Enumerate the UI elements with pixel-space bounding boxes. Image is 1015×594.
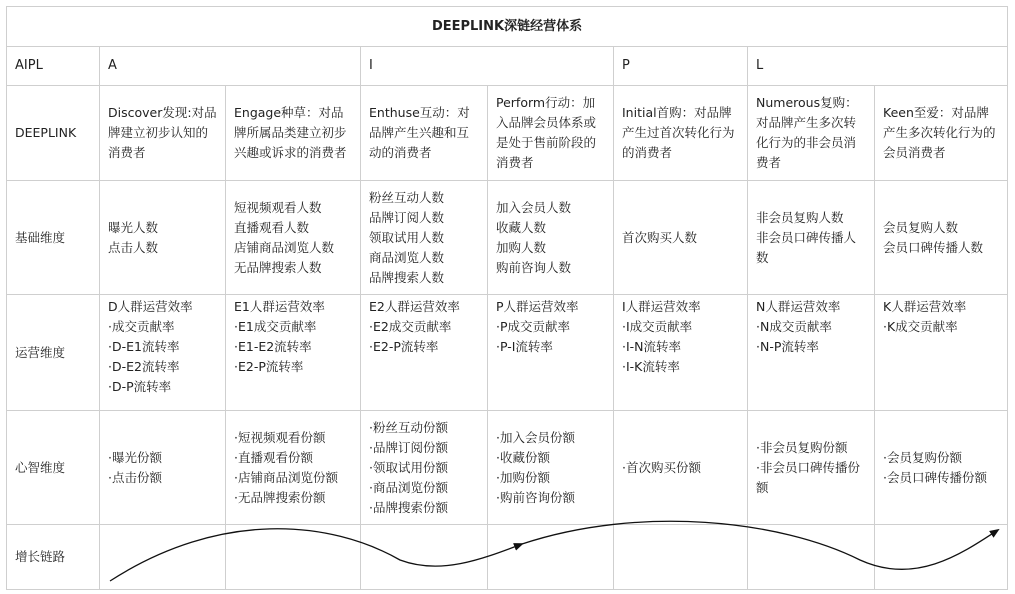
chain-cell: [875, 525, 1008, 590]
aipl-stage-p: P: [614, 47, 748, 86]
basic-cell-e1: 短视频观看人数 直播观看人数 店铺商品浏览人数 无品牌搜索人数: [226, 181, 361, 295]
basic-cell-k: 会员复购人数 会员口碑传播人数: [875, 181, 1008, 295]
row-label-aipl: AIPL: [7, 47, 100, 86]
ops-cell-p: P人群运营效率 ·P成交贡献率 ·P-I流转率: [488, 295, 614, 411]
basic-cell-p: 加入会员人数 收藏人数 加购人数 购前咨询人数: [488, 181, 614, 295]
ops-cell-n: N人群运营效率 ·N成交贡献率 ·N-P流转率: [748, 295, 875, 411]
basic-cell-i: 首次购买人数: [614, 181, 748, 295]
chain-cell: [488, 525, 614, 590]
basic-cell-d: 曝光人数 点击人数: [100, 181, 226, 295]
mind-cell-k: ·会员复购份额 ·会员口碑传播份额: [875, 411, 1008, 525]
chain-cell: [748, 525, 875, 590]
deeplink-cell-discover: Discover发现:对品牌建立初步认知的消费者: [100, 86, 226, 181]
basic-cell-n: 非会员复购人数 非会员口碑传播人数: [748, 181, 875, 295]
deeplink-cell-initial: Initial首购：对品牌产生过首次转化行为的消费者: [614, 86, 748, 181]
row-label-deeplink: DEEPLINK: [7, 86, 100, 181]
mind-cell-p: ·加入会员份额 ·收藏份额 ·加购份额 ·购前咨询份额: [488, 411, 614, 525]
row-label-chain: 增长链路: [7, 525, 100, 590]
mind-cell-e1: ·短视频观看份额 ·直播观看份额 ·店铺商品浏览份额 ·无品牌搜索份额: [226, 411, 361, 525]
row-label-ops: 运营维度: [7, 295, 100, 411]
deeplink-table: [6, 6, 1008, 590]
mind-cell-e2: ·粉丝互动份额 ·品牌订阅份额 ·领取试用份额 ·商品浏览份额 ·品牌搜索份额: [361, 411, 488, 525]
ops-cell-i: I人群运营效率 ·I成交贡献率 ·I-N流转率 ·I-K流转率: [614, 295, 748, 411]
row-label-basic: 基础维度: [7, 181, 100, 295]
deeplink-cell-perform: Perform行动：加入品牌会员体系或是处于售前阶段的消费者: [488, 86, 614, 181]
table-title: DEEPLINK深链经营体系: [7, 7, 1008, 47]
aipl-stage-i: I: [361, 47, 614, 86]
mind-cell-d: ·曝光份额 ·点击份额: [100, 411, 226, 525]
row-label-mind: 心智维度: [7, 411, 100, 525]
mind-cell-n: ·非会员复购份额 ·非会员口碑传播份额: [748, 411, 875, 525]
deeplink-cell-keen: Keen至爱：对品牌产生多次转化行为的会员消费者: [875, 86, 1008, 181]
chain-cell: [361, 525, 488, 590]
aipl-stage-a: A: [100, 47, 361, 86]
ops-cell-d: D人群运营效率 ·成交贡献率 ·D-E1流转率 ·D-E2流转率 ·D-P流转率: [100, 295, 226, 411]
deeplink-cell-enthuse: Enthuse互动：对品牌产生兴趣和互动的消费者: [361, 86, 488, 181]
deeplink-cell-numerous: Numerous复购：对品牌产生多次转化行为的非会员消费者: [748, 86, 875, 181]
deeplink-cell-engage: Engage种草：对品牌所属品类建立初步兴趣或诉求的消费者: [226, 86, 361, 181]
aipl-stage-l: L: [748, 47, 1008, 86]
chain-cell: [100, 525, 226, 590]
basic-cell-e2: 粉丝互动人数 品牌订阅人数 领取试用人数 商品浏览人数 品牌搜索人数: [361, 181, 488, 295]
chain-cell: [226, 525, 361, 590]
ops-cell-e2: E2人群运营效率 ·E2成交贡献率 ·E2-P流转率: [361, 295, 488, 411]
ops-cell-e1: E1人群运营效率 ·E1成交贡献率 ·E1-E2流转率 ·E2-P流转率: [226, 295, 361, 411]
chain-cell: [614, 525, 748, 590]
ops-cell-k: K人群运营效率 ·K成交贡献率: [875, 295, 1008, 411]
mind-cell-i: ·首次购买份额: [614, 411, 748, 525]
